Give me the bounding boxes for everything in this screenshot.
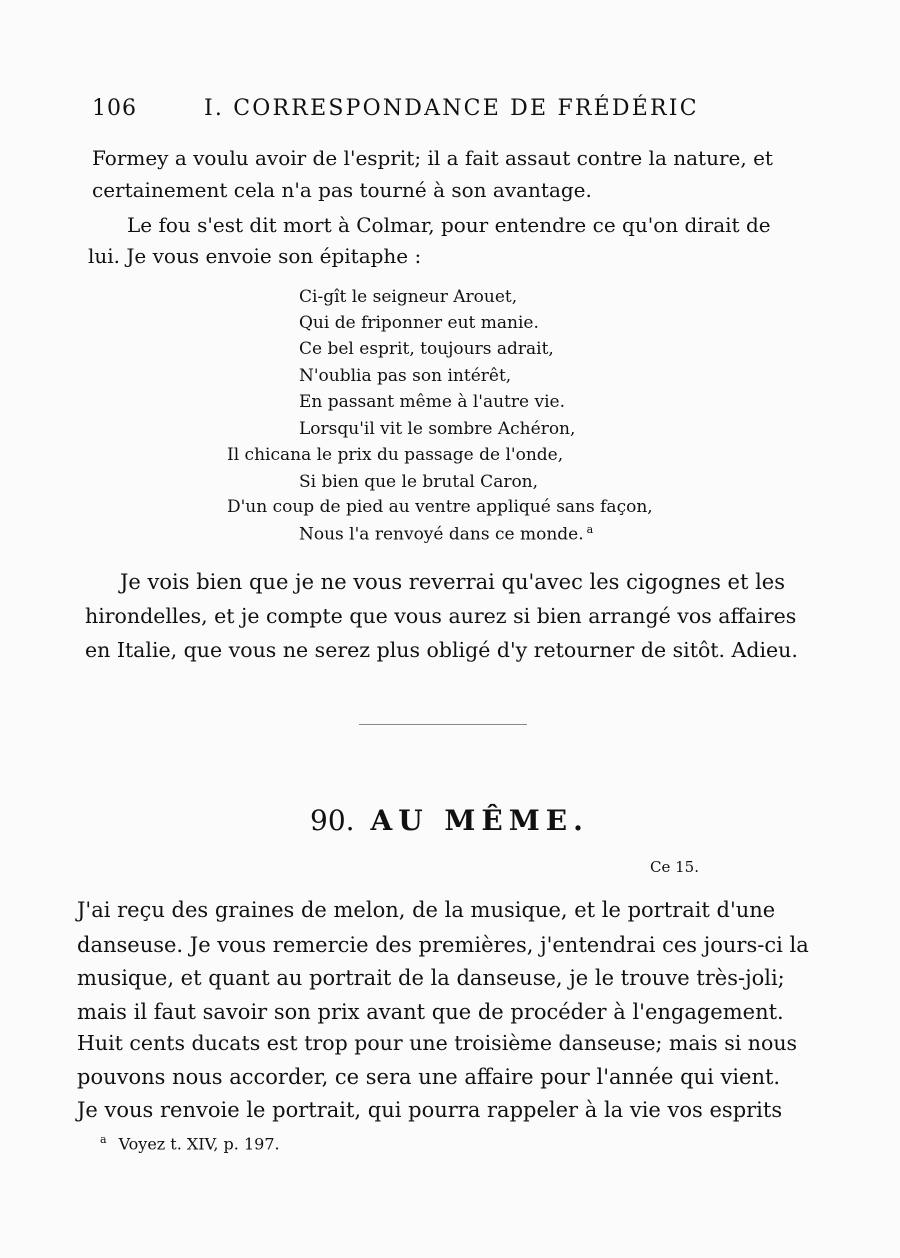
verse-line: Si bien que le brutal Caron, xyxy=(299,472,539,492)
paragraph-line: en Italie, que vous ne serez plus obligé d'y retourner de sitôt. Adieu. xyxy=(85,638,798,662)
paragraph-line: Huit cents ducats est trop pour une troisième danseuse; mais si nous xyxy=(77,1031,798,1055)
footnote-text: Voyez t. XIV, p. 197. xyxy=(118,1134,280,1154)
paragraph-line: musique, et quant au portrait de la danseuse, je le trouve très-joli; xyxy=(77,966,785,990)
verse-line: Il chicana le prix du passage de l'onde, xyxy=(227,445,564,465)
letter-date: Ce 15. xyxy=(650,858,699,876)
verse-line xyxy=(299,523,593,545)
paragraph-line: Je vous renvoie le portrait, qui pourra rappeler à la vie vos esprits xyxy=(77,1098,783,1122)
footnote xyxy=(100,1133,280,1153)
verse-line: Ce bel esprit, toujours adrait, xyxy=(299,339,554,359)
letter-number: 90. xyxy=(310,804,355,837)
paragraph-line: Le fou s'est dit mort à Colmar, pour entendre ce qu'on dirait de xyxy=(127,213,771,237)
letter-heading: AU MÊME. xyxy=(370,804,589,837)
paragraph-line: pouvons nous accorder, ce sera une affaire pour l'année qui vient. xyxy=(77,1065,781,1089)
page-number: 106 xyxy=(92,96,137,121)
paragraph-line: mais il faut savoir son prix avant que de procéder à l'engagement. xyxy=(77,1000,784,1024)
verse-line: D'un coup de pied au ventre appliqué sans façon, xyxy=(227,497,653,517)
verse-line: Lorsqu'il vit le sombre Achéron, xyxy=(299,419,576,439)
verse-text: Nous l'a renvoyé dans ce monde. xyxy=(299,524,584,545)
verse-line: Qui de friponner eut manie. xyxy=(299,313,539,333)
running-title: I. CORRESPONDANCE DE FRÉDÉRIC xyxy=(204,96,699,121)
paragraph-line: Formey a voulu avoir de l'esprit; il a fait assaut contre la nature, et xyxy=(92,146,773,170)
paragraph-line: hirondelles, et je compte que vous aurez si bien arrangé vos affaires xyxy=(85,604,797,628)
section-divider xyxy=(359,724,527,725)
paragraph-line: lui. Je vous envoie son épitaphe : xyxy=(88,244,422,268)
verse-line: Ci-gît le seigneur Arouet, xyxy=(299,287,518,307)
verse-line: N'oublia pas son intérêt, xyxy=(299,366,512,386)
paragraph-line: danseuse. Je vous remercie des premières, j'entendrai ces jours-ci la xyxy=(77,933,809,957)
paragraph-line: certainement cela n'a pas tourné à son avantage. xyxy=(92,178,592,202)
verse-line: En passant même à l'autre vie. xyxy=(299,392,565,412)
footnote-reference: a xyxy=(586,523,594,536)
paragraph-line: Je vois bien que je ne vous reverrai qu'avec les cigognes et les xyxy=(120,570,785,594)
letter-title xyxy=(310,804,589,837)
footnote-mark: a xyxy=(100,1133,107,1146)
paragraph-line: J'ai reçu des graines de melon, de la musique, et le portrait d'une xyxy=(77,898,776,922)
